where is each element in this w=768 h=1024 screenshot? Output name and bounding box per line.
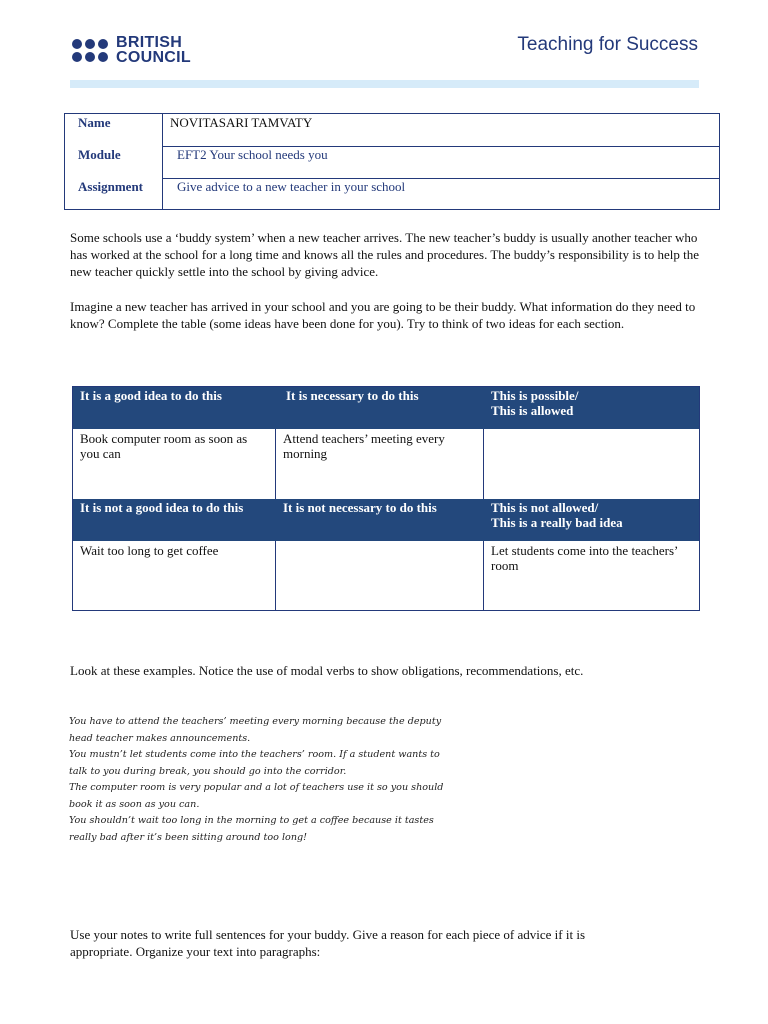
module-value: EFT2 Your school needs you — [177, 147, 328, 162]
logo-line-2: COUNCIL — [116, 49, 191, 66]
info-divider-vertical — [162, 114, 163, 209]
intro-paragraph-2: Imagine a new teacher has arrived in your school and you are going to be their buddy. What information do they need to know? Complete the table (some ideas have been done for you). Try to think of two ideas for each section. — [70, 299, 696, 331]
assignment-value: Give advice to a new teacher in your school — [177, 179, 406, 194]
name-label: Name — [78, 115, 111, 130]
tagline: Teaching for Success — [517, 34, 698, 55]
name-value: NOVITASARI TAMVATY — [170, 115, 313, 130]
cell-good-idea: Book computer room as soon as you can — [80, 431, 248, 461]
header-not-necessary: It is not necessary to do this — [276, 499, 484, 541]
advice-table — [72, 386, 700, 611]
header-not-good-idea: It is not a good idea to do this — [73, 499, 276, 541]
final-instruction: Use your notes to write full sentences for your buddy. Give a reason for each piece of advice if it is appropriate. Organize your text into paragraphs: — [70, 927, 586, 959]
logo-dots-icon — [72, 39, 108, 62]
header-necessary: It is necessary to do this — [276, 387, 484, 429]
example-sentences — [69, 714, 449, 846]
table-divider-r2-a — [275, 541, 276, 610]
cell-necessary: Attend teachers’ meeting every morning — [283, 431, 445, 461]
header-good-idea: It is a good idea to do this — [73, 387, 276, 429]
example-1: You have to attend the teachers’ meeting every morning because the deputy head teacher makes announcements. — [69, 716, 442, 744]
table-divider-r2-b — [483, 541, 484, 610]
table-divider-r1-a — [275, 429, 276, 499]
example-4: You shouldn’t wait too long in the morning to get a coffee because it tastes really bad after it’s been sitting around too long! — [69, 815, 434, 843]
cell-not-allowed: Let students come into the teachers’ room — [491, 543, 678, 573]
module-label: Module — [78, 147, 121, 162]
example-2: You mustn’t let students come into the teachers’ room. If a student wants to talk to you during break, you should go into the corridor. — [69, 749, 440, 777]
cell-not-good-idea: Wait too long to get coffee — [80, 543, 219, 558]
header-not-allowed — [484, 499, 699, 541]
logo-text — [116, 35, 191, 65]
header-bar — [70, 80, 699, 88]
cell-possible — [484, 429, 699, 499]
british-council-logo — [72, 35, 191, 65]
table-divider-r1-b — [483, 429, 484, 499]
cell-not-necessary — [276, 541, 484, 610]
example-3: The computer room is very popular and a lot of teachers use it so you should book it as soon as you can. — [69, 782, 444, 810]
header-not-allowed-line2: This is a really bad idea — [491, 515, 623, 530]
logo-line-1: BRITISH — [116, 34, 183, 51]
assignment-label: Assignment — [78, 179, 144, 194]
header-possible-line2: This is allowed — [491, 403, 574, 418]
header-not-allowed-line1: This is not allowed/ — [491, 500, 599, 515]
intro-paragraph-1: Some schools use a ‘buddy system’ when a new teacher arrives. The new teacher’s buddy is usually another teacher who has worked at the school for a long time and knows all the rules and procedures. The buddy’s responsibility is to help the new teacher quickly settle into the school by giving advice. — [70, 230, 700, 279]
info-table — [64, 113, 720, 210]
examples-intro: Look at these examples. Notice the use of modal verbs to show obligations, recommendations, etc. — [70, 663, 584, 678]
header-possible — [484, 387, 699, 429]
header-possible-line1: This is possible/ — [491, 388, 579, 403]
